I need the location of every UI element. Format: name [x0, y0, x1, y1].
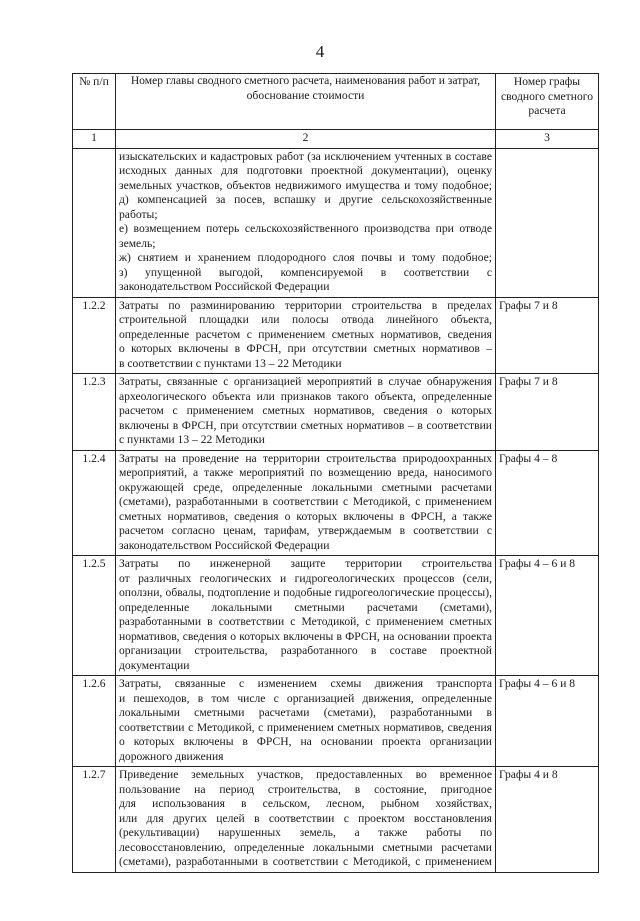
- description-line: и пешеходов, в том числе с организацией движения, определенные: [119, 691, 492, 705]
- row-graph-reference: Графы 4 – 8: [496, 450, 599, 556]
- row-graph-reference: Графы 4 – 6 и 8: [496, 556, 599, 676]
- description-line: Затраты по разминированию территории строительства в пределах: [119, 298, 492, 312]
- description-line: или для других целей в соответствии с проектом восстановления: [119, 811, 492, 825]
- description-line: Затраты, связанные с изменением схемы движения транспорта: [119, 677, 492, 690]
- row-number: 1.2.6: [73, 676, 116, 767]
- description-line: з) упущенной выгодой, компенсируемой в соответствии с: [119, 265, 492, 279]
- description-line: дорожного движения: [119, 749, 224, 763]
- row-graph-reference: [496, 148, 599, 297]
- description-line: документации: [119, 658, 190, 672]
- description-line: локальными сметными расчетами (сметами), разработанными в: [119, 706, 492, 719]
- description-line: законодательством Российской Федерации: [119, 538, 330, 552]
- row-description: [116, 767, 496, 873]
- description-line: изыскательских и кадастровых работ (за исключением учтенных в составе: [119, 149, 492, 163]
- column-number-3: 3: [496, 130, 599, 149]
- description-line: е) возмещением потерь сельскохозяйственного производства при отводе: [119, 222, 492, 235]
- description-line: расчетом согласно ценам, тарифам, утверждаемым в соответствии с: [119, 524, 492, 537]
- description-line: земельных участков, объектов недвижимого имущества и тому подобное;: [119, 178, 492, 192]
- table-row: [73, 148, 599, 297]
- row-number: 1.2.5: [73, 556, 116, 676]
- description-line: земель;: [119, 236, 156, 250]
- row-graph-reference: Графы 7 и 8: [496, 374, 599, 451]
- description-line: лесовосстановлению, определенные локальными сметными расчетами: [119, 840, 492, 854]
- description-line: расчетом с применением сметных нормативов, сведения о которых: [119, 404, 492, 417]
- description-line: о которых включены в ФРСН, на основании проекта организации: [119, 735, 492, 748]
- row-number: 1.2.2: [73, 297, 116, 374]
- row-description: [116, 374, 496, 451]
- cost-estimate-table: [72, 73, 599, 873]
- description-line: законодательством Российской Федерации: [119, 280, 330, 293]
- row-graph-reference: Графы 4 и 8: [496, 767, 599, 873]
- row-graph-reference: Графы 7 и 8: [496, 297, 599, 374]
- description-line: ж) снятием и хранением плодородного слоя почвы и тому подобное;: [119, 251, 492, 264]
- description-line: пользование на период строительства, в состояние, пригодное: [119, 782, 492, 796]
- description-line: Затраты на проведение на территории строительства природоохранных: [119, 451, 492, 465]
- table-row: [73, 450, 599, 556]
- row-description: [116, 450, 496, 556]
- description-line: с пунктами 13 – 22 Методики: [119, 433, 265, 446]
- description-line: нормативов, сведения о которых включены в ФРСН, на основании проекта: [119, 629, 492, 643]
- table-row: [73, 767, 599, 873]
- description-line: соответствии с Методикой, с применением сметных нормативов, сведения: [119, 720, 492, 734]
- header-col-number: № п/п: [73, 74, 116, 130]
- row-number: [73, 148, 116, 297]
- description-line: организации строительства, разработанного в составе проектной: [119, 644, 492, 657]
- column-number-1: 1: [73, 130, 116, 149]
- description-line: разработанными в соответствии с Методикой, с применением сметных: [119, 615, 492, 628]
- row-description: [116, 297, 496, 374]
- description-line: (сметами), разработанными в соответствии с Методикой, с применением: [119, 855, 492, 868]
- description-line: (сметами), разработанными в соответствии с Методикой, с применением: [119, 495, 492, 508]
- description-line: строительной площадки или полосы отвода линейного объекта,: [119, 313, 492, 326]
- description-line: окружающей среде, определенные локальными сметными расчетами: [119, 480, 492, 494]
- description-line: (рекультивации) нарушенных земель, а также работы по: [119, 826, 492, 839]
- page-number: 4: [315, 42, 325, 61]
- table-header-row: [73, 74, 599, 130]
- table-row: [73, 374, 599, 451]
- row-description: [116, 676, 496, 767]
- table-row: [73, 297, 599, 374]
- description-line: исходных данных для подготовки проектной документации), оценку: [119, 164, 492, 177]
- description-line: Затраты по инженерной защите территории строительства: [119, 557, 492, 570]
- description-line: Приведение земельных участков, предоставленных во временное: [119, 768, 492, 781]
- description-line: оползни, обвалы, подтопление и подобные гидрогеологические процессы),: [119, 586, 492, 599]
- row-number: 1.2.3: [73, 374, 116, 451]
- description-line: археологического объекта или признаков такого объекта, определенные: [119, 389, 492, 403]
- description-line: работы;: [119, 207, 158, 221]
- table-row: [73, 556, 599, 676]
- description-line: определенные расчетом с применением сметных нормативов, сведения: [119, 327, 492, 341]
- description-line: определенные локальными сметными расчетами (сметами),: [119, 600, 492, 614]
- description-line: для использования в сельском, лесном, рыбном хозяйствах,: [119, 797, 492, 810]
- header-col-graph: Номер графы сводного сметного расчета: [496, 74, 599, 130]
- row-graph-reference: Графы 4 – 6 и 8: [496, 676, 599, 767]
- row-description: [116, 556, 496, 676]
- description-line: включены в ФРСН, при отсутствии сметных нормативов – в соответствии: [119, 418, 492, 432]
- column-numbers-row: [73, 130, 599, 149]
- description-line: сметных нормативов, сведения о которых включены в ФРСН, а также: [119, 509, 492, 523]
- description-line: Затраты, связанные с организацией мероприятий в случае обнаружения: [119, 375, 492, 388]
- table-row: [73, 676, 599, 767]
- row-description: [116, 148, 496, 297]
- description-line: д) компенсацией за посев, вспашку и другие сельскохозяйственные: [119, 193, 492, 206]
- description-line: мероприятий, а также мероприятий по возмещению вреда, наносимого: [119, 466, 492, 479]
- header-col-description: Номер главы сводного сметного расчета, наименования работ и затрат, обоснование стоимости: [116, 74, 496, 130]
- description-line: от различных геологических и гидрогеологических процессов (сели,: [119, 571, 492, 585]
- description-line: о которых включены в ФРСН, при отсутствии сметных нормативов –: [119, 342, 492, 355]
- row-number: 1.2.7: [73, 767, 116, 873]
- column-number-2: 2: [116, 130, 496, 149]
- row-number: 1.2.4: [73, 450, 116, 556]
- description-line: в соответствии с пунктами 13 – 22 Методики: [119, 356, 342, 370]
